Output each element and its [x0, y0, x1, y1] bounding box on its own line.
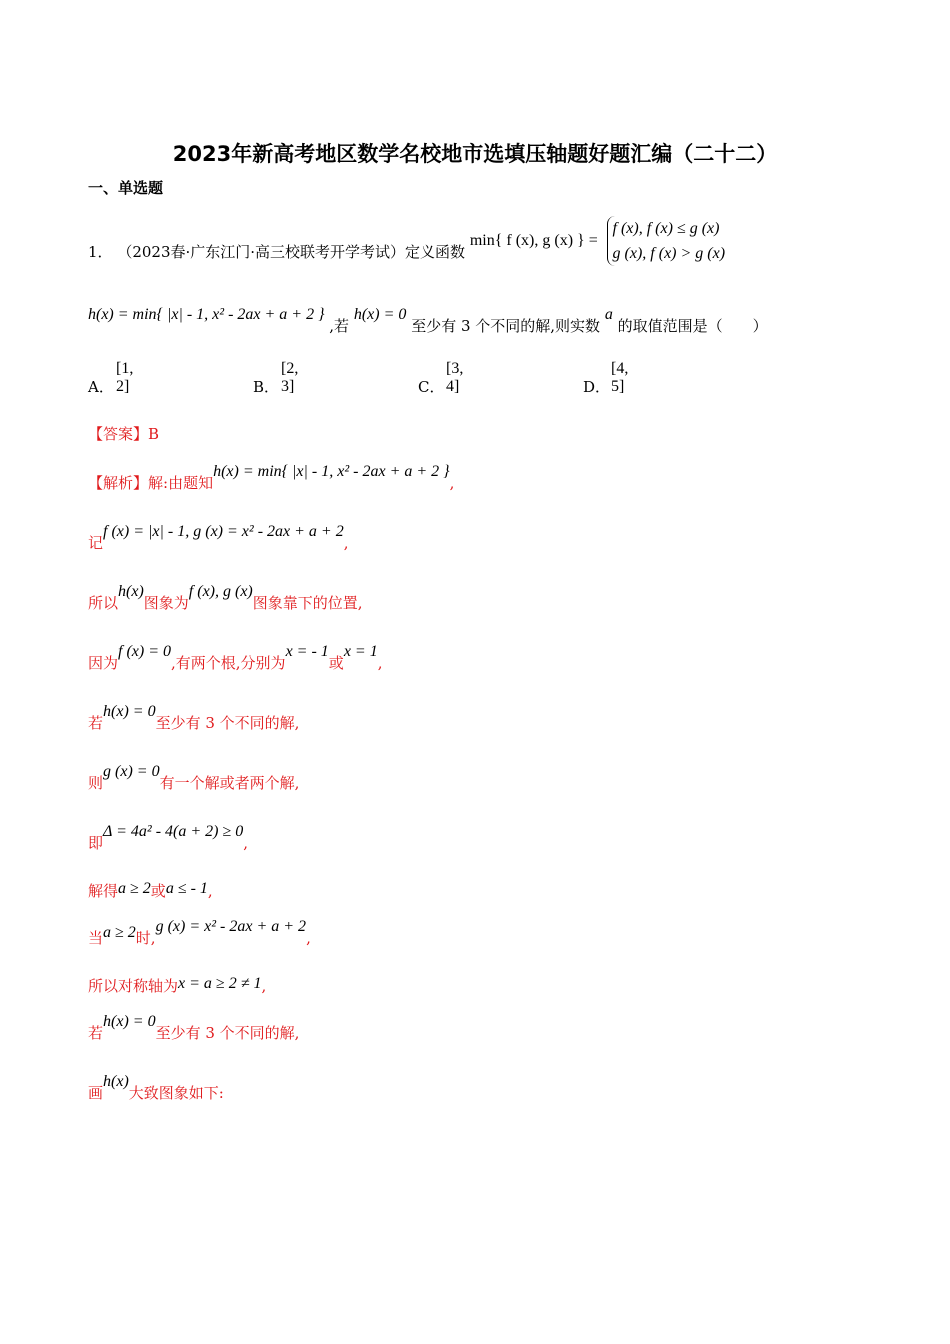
analysis-text: 解得	[88, 882, 119, 900]
option-value: [2, 3]	[281, 360, 299, 395]
question-text: ,若	[329, 317, 350, 335]
analysis-text: 所以	[88, 594, 119, 612]
analysis-math: f (x), g (x)	[188, 583, 253, 600]
analysis-text: 大致图象如下:	[128, 1084, 224, 1102]
question-source: （2023春·广东江门·高三校联考开学考试）定义函数	[117, 243, 466, 261]
analysis-math: h(x)	[103, 1073, 129, 1090]
analysis-line-11	[88, 1013, 300, 1043]
analysis-text: ,	[377, 654, 383, 672]
analysis-text: ,	[343, 534, 349, 552]
analysis-text: 时,	[135, 929, 156, 947]
analysis-math: h(x) = 0	[103, 1013, 156, 1030]
analysis-math: f (x) = |x| - 1, g (x) = x² - 2ax + a + 2	[103, 523, 344, 540]
analysis-line-2	[88, 523, 349, 553]
analysis-math: a ≥ 2	[118, 880, 151, 897]
analysis-math: h(x)	[118, 583, 144, 600]
option-value: [1, 2]	[116, 360, 134, 395]
analysis-text: 所以对称轴为	[88, 977, 179, 995]
question-text: 至少有 3 个不同的解,则实数	[411, 317, 601, 335]
analysis-line-3	[88, 583, 363, 613]
analysis-text: 或	[328, 654, 344, 672]
analysis-text: 即	[88, 834, 104, 852]
analysis-tag: 【解析】	[88, 474, 149, 492]
answer-tag: 【答案】	[88, 425, 149, 443]
analysis-text: ,	[207, 882, 213, 900]
option-label: D．	[583, 378, 611, 396]
h-equation: h(x) = 0	[353, 306, 407, 323]
section-heading: 一、单选题	[88, 179, 164, 197]
analysis-text: ,	[306, 929, 311, 947]
piecewise-case-1: f (x), f (x) ≤ g (x)	[612, 220, 720, 237]
analysis-math: g (x) = 0	[103, 763, 160, 780]
analysis-math: x = 1	[343, 643, 378, 660]
analysis-math: a ≥ 2	[103, 924, 136, 941]
analysis-math: x = a ≥ 2 ≠ 1	[178, 975, 262, 992]
analysis-text: ,	[261, 977, 267, 995]
variable-a: a	[604, 306, 613, 323]
analysis-line-6	[88, 763, 300, 793]
analysis-text: 若	[88, 714, 104, 732]
analysis-math: g (x) = x² - 2ax + a + 2	[155, 918, 307, 935]
analysis-line-8	[88, 880, 213, 901]
analysis-math: Δ = 4a² - 4(a + 2) ≥ 0	[103, 823, 244, 840]
analysis-text: 若	[88, 1024, 104, 1042]
analysis-text: 则	[88, 774, 104, 792]
analysis-text: ,	[243, 834, 249, 852]
analysis-math: f (x) = 0	[118, 643, 172, 660]
analysis-text: 因为	[88, 654, 119, 672]
analysis-text: 有一个解或者两个解,	[159, 774, 300, 792]
piecewise-case-2: g (x), f (x) > g (x)	[612, 245, 726, 262]
question-text: 的取值范围是（ ）	[617, 317, 768, 335]
analysis-text: ,	[449, 474, 455, 492]
analysis-text: 画	[88, 1084, 104, 1102]
analysis-text: 图象靠下的位置,	[252, 594, 363, 612]
analysis-text: ,有两个根,分别为	[171, 654, 286, 672]
analysis-line-5	[88, 703, 300, 733]
option-value: [3, 4]	[446, 360, 464, 395]
analysis-text: 至少有 3 个不同的解,	[155, 714, 300, 732]
piecewise-cases	[607, 216, 726, 266]
analysis-math: h(x) = 0	[103, 703, 156, 720]
answer-line	[88, 423, 159, 444]
analysis-line-10	[88, 975, 266, 996]
answer-options	[88, 362, 788, 402]
question-1-line-1	[88, 220, 726, 278]
analysis-text: 或	[150, 882, 166, 900]
analysis-line-4	[88, 643, 383, 673]
answer-value: B	[148, 425, 160, 443]
analysis-line-12	[88, 1073, 224, 1103]
h-definition: h(x) = min{ |x| - 1, x² - 2ax + a + 2 }	[88, 306, 325, 323]
option-value: [4, 5]	[611, 360, 629, 395]
question-number: 1．	[88, 243, 113, 261]
analysis-line-1	[88, 463, 455, 493]
analysis-text: 图象为	[143, 594, 189, 612]
page-title: 2023年新高考地区数学名校地市选填压轴题好题汇编（二十二）	[172, 142, 778, 166]
min-definition: min{ f (x), g (x) } =	[469, 232, 598, 249]
option-label: B．	[253, 378, 280, 396]
analysis-math: a ≤ - 1	[165, 880, 208, 897]
analysis-math: h(x) = min{ |x| - 1, x² - 2ax + a + 2 }	[213, 463, 450, 480]
analysis-text: 解:由题知	[148, 474, 214, 492]
analysis-text: 至少有 3 个不同的解,	[155, 1024, 300, 1042]
analysis-text: 记	[88, 534, 104, 552]
analysis-line-9	[88, 918, 311, 948]
analysis-text: 当	[88, 929, 104, 947]
question-1-line-2	[88, 306, 768, 336]
option-label: A．	[88, 378, 114, 396]
analysis-line-7	[88, 823, 249, 853]
option-label: C．	[418, 378, 445, 396]
analysis-math: x = - 1	[285, 643, 329, 660]
